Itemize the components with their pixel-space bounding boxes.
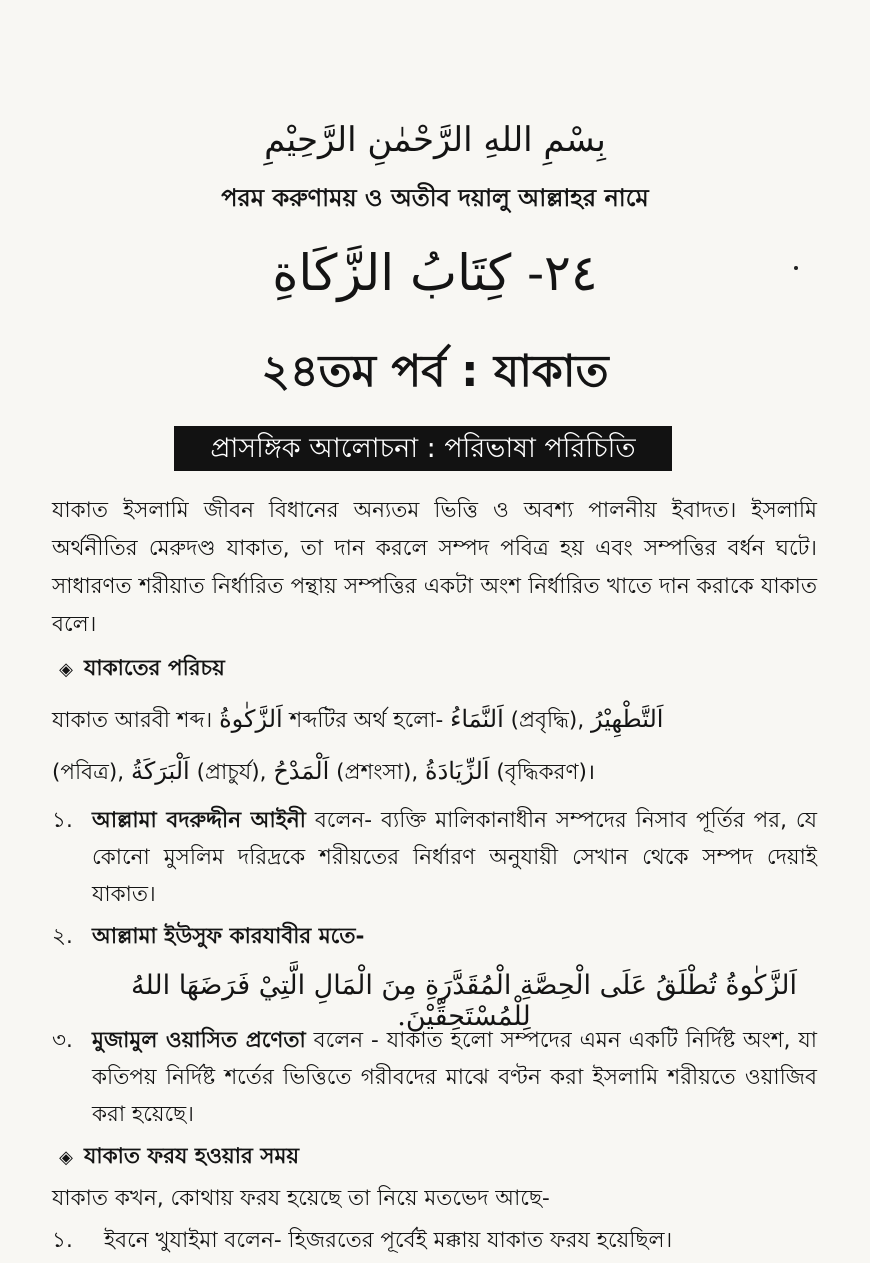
list-item bbox=[52, 918, 817, 955]
text-fragment: শব্দটির অর্থ হলো- bbox=[289, 708, 444, 733]
bismillah-arabic: بِسْمِ اللهِ الرَّحْمٰنِ الرَّحِيْمِ bbox=[264, 120, 606, 160]
arabic-word: اَلتَّطْهِيْرُ bbox=[591, 705, 664, 733]
text-fragment: (প্রশংসা), bbox=[336, 760, 419, 785]
section-heading-definition bbox=[56, 652, 225, 687]
text-fragment: (প্রাচুর্য), bbox=[196, 760, 267, 785]
text-fragment: (বৃদ্ধিকরণ)। bbox=[496, 760, 596, 785]
obligation-intro: যাকাত কখন, কোথায় ফরয হয়েছে তা নিয়ে মতভেদ আছে- bbox=[52, 1186, 550, 1211]
list-item-author: আল্লামা ইউসুফ কারযাবীর মতে- bbox=[92, 924, 365, 949]
list-item bbox=[52, 1022, 817, 1133]
list-item-author: আল্লামা বদরুদ্দীন আইনী bbox=[92, 808, 306, 833]
section-heading-obligation-time bbox=[56, 1140, 299, 1175]
chapter-title: ২৪তম পর্ব : যাকাত bbox=[261, 346, 609, 397]
section-heading-label: যাকাত ফরয হওয়ার সময় bbox=[84, 1144, 300, 1169]
list-item-text: বলেন - যাকাত হলো সম্পদের এমন একটি নির্দিষ্ট অংশ, যা কতিপয় নির্দিষ্ট শর্তের ভিত্তিতে গরীবদের মাঝে বণ্টন করা ইসলামি শরীয়তে ওয়াজিব করা হয়েছে। bbox=[92, 1028, 817, 1127]
list-item bbox=[52, 802, 817, 913]
bismillah-translation: পরম করুণাময় ও অতীব দয়ালু আল্লাহর নামে bbox=[221, 184, 649, 212]
arabic-word: اَلزِّيَادَةُ bbox=[425, 757, 490, 785]
arabic-quotation: اَلزَّكٰوةُ تُطْلَقُ عَلَى الْحِصَّةِ الْمُقَدَّرَةِ مِنَ الْمَالِ الَّتِيْ فَرَضَهَا اللهُ لِلْمُسْتَحِقِّيْنَ. bbox=[130, 970, 797, 1032]
text-fragment: যাকাত আরবী শব্দ। bbox=[52, 708, 213, 733]
section-banner: প্রাসঙ্গিক আলোচনা : পরিভাষা পরিচিতি bbox=[174, 426, 672, 471]
definition-line-2 bbox=[52, 752, 817, 792]
list-item-text: ইবনে খুযাইমা বলেন- হিজরতের পূর্বেই মক্কায় যাকাত ফরয হয়েছিল। bbox=[104, 1228, 673, 1253]
text-fragment: (পবিত্র), bbox=[52, 760, 125, 785]
list-item bbox=[52, 1222, 817, 1259]
definition-line-1 bbox=[52, 700, 817, 740]
arabic-word: اَلْبَرَكَةُ bbox=[130, 757, 190, 785]
text-fragment: (প্রবৃদ্ধি), bbox=[510, 708, 585, 733]
arabic-word: اَلزَّكٰوةُ bbox=[219, 705, 283, 733]
list-number: ২. bbox=[52, 924, 73, 949]
list-item-body bbox=[92, 802, 817, 913]
list-item-body bbox=[92, 918, 817, 955]
arabic-word: اَلْمَدْحُ bbox=[273, 757, 330, 785]
ink-speck bbox=[794, 266, 798, 270]
list-item-body bbox=[92, 1022, 817, 1133]
list-item-text: বলেন- ব্যক্তি মালিকানাধীন সম্পদের নিসাব পূর্তির পর, যে কোনো মুসলিম দরিদ্রকে শরীয়তের নির্ধারণ অনুযায়ী সেখান থেকে সম্পদ দেয়াই যাকাত। bbox=[92, 808, 817, 907]
chapter-title-arabic: ٢٤- كِتَابُ الزَّكَاةِ bbox=[272, 244, 598, 302]
list-number: ১. bbox=[52, 1228, 73, 1253]
diamond-bullet-icon: ◈ bbox=[59, 1147, 73, 1168]
arabic-word: اَلنَّمَاءُ bbox=[450, 705, 504, 733]
diamond-bullet-icon: ◈ bbox=[59, 659, 73, 680]
list-number: ১. bbox=[52, 808, 73, 833]
section-heading-label: যাকাতের পরিচয় bbox=[84, 656, 225, 681]
list-item-author: মুজামুল ওয়াসিত প্রণেতা bbox=[92, 1028, 306, 1053]
list-number: ৩. bbox=[52, 1028, 73, 1053]
intro-paragraph: যাকাত ইসলামি জীবন বিধানের অন্যতম ভিত্তি ও অবশ্য পালনীয় ইবাদত। ইসলামি অর্থনীতির মেরুদণ্ড যাকাত, তা দান করলে সম্পদ পবিত্র হয় এবং সম্পত্তির বর্ধন ঘটে। সাধারণত শরীয়াত নির্ধারিত পন্থায় সম্পত্তির একটা অংশ নির্ধারিত খাতে দান করাকে যাকাত বলে। bbox=[52, 498, 817, 637]
